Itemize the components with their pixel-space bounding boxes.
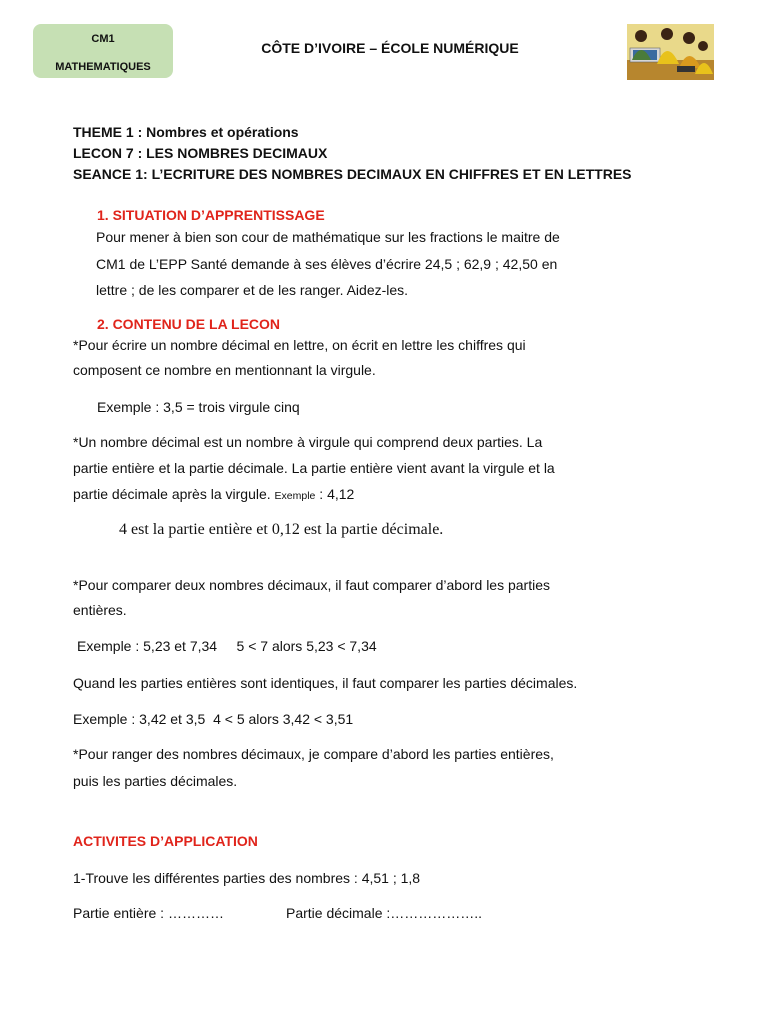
page-title: CÔTE D’IVOIRE – ÉCOLE NUMÉRIQUE (261, 40, 519, 56)
theme-title: THEME 1 : Nombres et opérations (73, 124, 299, 140)
paragraph-line: puis les parties décimales. (73, 773, 238, 789)
paragraph-line: *Pour ranger des nombres décimaux, je compare d’abord les parties entières, (73, 746, 554, 762)
example-1: Exemple : 3,5 = trois virgule cinq (97, 399, 300, 415)
subject-label: MATHEMATIQUES (55, 61, 151, 73)
paragraph-line: partie entière et la partie décimale. La partie entière vient avant la virgule et la (73, 460, 555, 476)
example-3: Exemple : 5,23 et 7,34 5 < 7 alors 5,23 < 7,34 (77, 638, 377, 654)
paragraph-line-with-example (73, 486, 354, 502)
paragraph-line: *Pour comparer deux nombres décimaux, il faut comparer d’abord les parties (73, 577, 551, 593)
situation-heading: 1. SITUATION D’APPRENTISSAGE (97, 207, 325, 223)
students-computer-illustration (627, 24, 714, 80)
class-label: CM1 (91, 33, 115, 45)
paragraph-line: entières. (73, 602, 127, 618)
example-4: Exemple : 3,42 et 3,5 4 < 5 alors 3,42 < 3,51 (73, 711, 354, 727)
example-2-detail: 4 est la partie entière et 0,12 est la partie décimale. (119, 521, 444, 538)
answer-blank-partie-entiere[interactable]: Partie entière : ………… (73, 905, 224, 921)
lecon-title: LECON 7 : LES NOMBRES DECIMAUX (73, 145, 328, 161)
paragraph-line: Quand les parties entières sont identiques, il faut comparer les parties décimales. (73, 675, 578, 691)
example-2-value: : 4,12 (315, 486, 355, 502)
situation-line: CM1 de L’EPP Santé demande à ses élèves d’écrire 24,5 ; 62,9 ; 42,50 en (96, 256, 558, 272)
answer-blank-partie-decimale[interactable]: Partie décimale :……………….. (286, 905, 483, 921)
situation-line: lettre ; de les comparer et de les ranger. Aidez-les. (96, 282, 409, 298)
paragraph-line: *Pour écrire un nombre décimal en lettre, on écrit en lettre les chiffres qui (73, 337, 526, 353)
paragraph-line: composent ce nombre en mentionnant la virgule. (73, 362, 376, 378)
paragraph-line: partie décimale après la virgule. (73, 486, 271, 502)
class-subject-badge (33, 24, 173, 78)
seance-title: SEANCE 1: L’ECRITURE DES NOMBRES DECIMAUX EN CHIFFRES ET EN LETTRES (73, 166, 632, 182)
example-2-label: Exemple (274, 490, 316, 502)
paragraph-line: *Un nombre décimal est un nombre à virgule qui comprend deux parties. La (73, 434, 543, 450)
activity-question-1: 1-Trouve les différentes parties des nombres : 4,51 ; 1,8 (73, 870, 421, 886)
activites-heading: ACTIVITES D’APPLICATION (73, 833, 258, 849)
situation-line: Pour mener à bien son cour de mathématique sur les fractions le maitre de (96, 229, 560, 245)
contenu-heading: 2. CONTENU DE LA LECON (97, 316, 281, 332)
